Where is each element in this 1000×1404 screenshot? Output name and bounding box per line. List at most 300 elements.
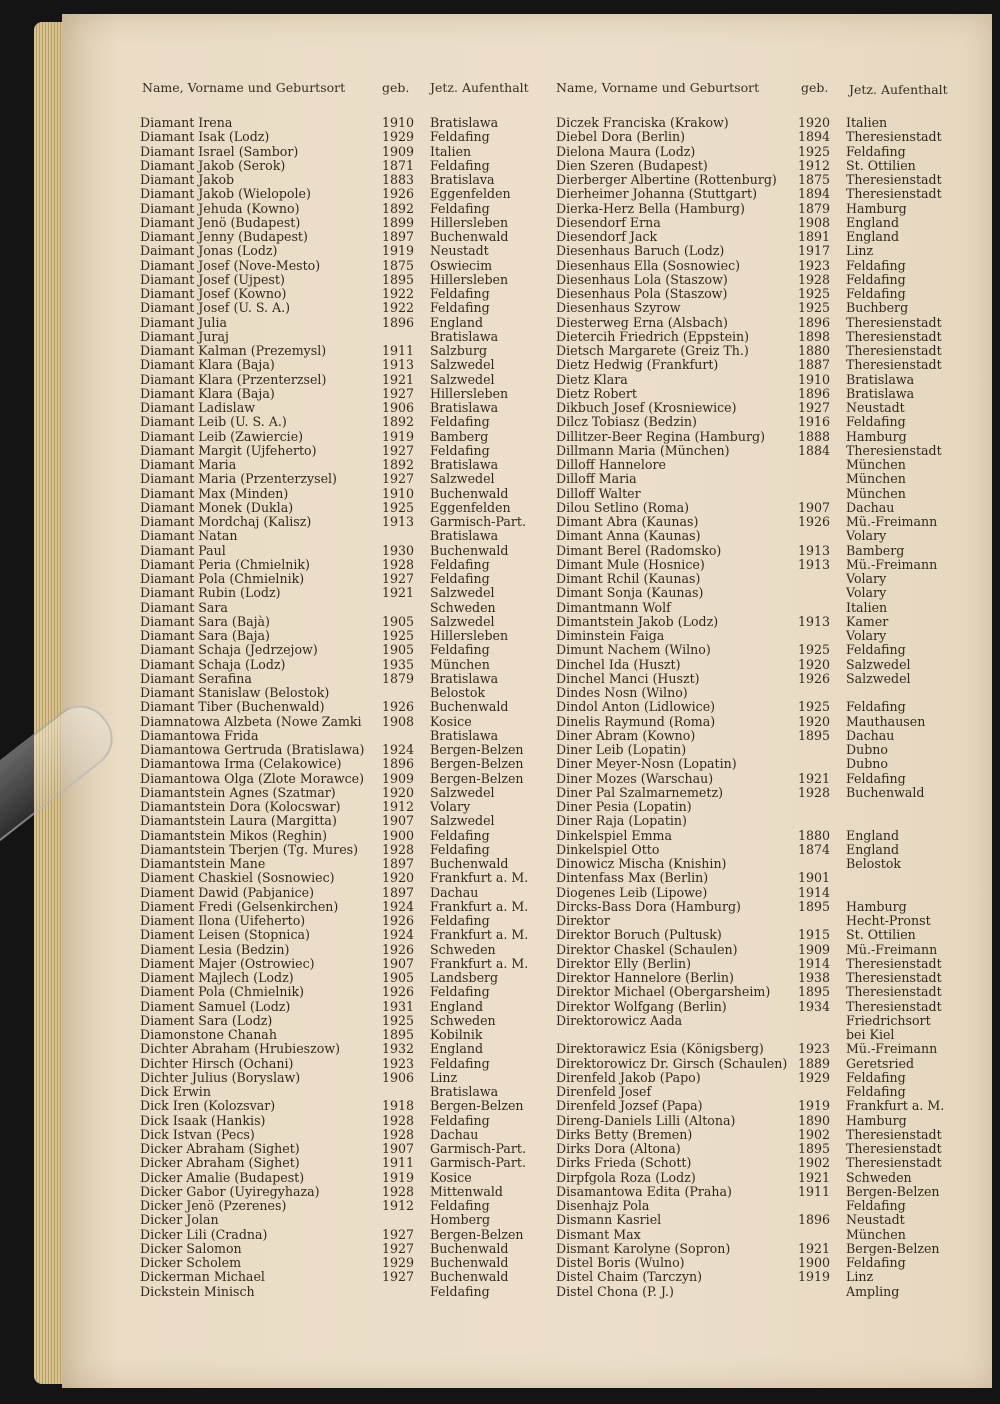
entry-residence: Frankfurt a. M. <box>430 927 529 943</box>
entry-birth-year: 1895 <box>382 271 415 287</box>
entry-residence: Feldafing <box>430 1055 490 1071</box>
entry-name: Diamantowa Frida <box>140 727 259 743</box>
entry-residence: Kobilnik <box>430 1027 483 1042</box>
entry-birth-year: 1912 <box>382 799 415 814</box>
entry-birth-year: 1892 <box>382 457 415 472</box>
entry-residence: Oswiecim <box>430 257 493 273</box>
entry-residence: Feldafing <box>430 642 490 658</box>
entry-birth-year: 1920 <box>798 115 831 130</box>
entry-residence: Theresienstadt <box>846 970 942 985</box>
entry-residence: Theresienstadt <box>846 314 942 330</box>
entry-name: Dilou Setlino (Roma) <box>556 499 690 515</box>
entry-birth-year: 1919 <box>798 1269 831 1285</box>
entry-residence: Hamburg <box>846 898 907 914</box>
entry-residence: Bratislawa <box>430 727 499 743</box>
entry-birth-year: 1927 <box>798 400 831 415</box>
entry-name: Dilloff Walter <box>556 485 641 501</box>
entry-residence: Bamberg <box>846 542 905 558</box>
entry-birth-year: 1925 <box>798 699 831 715</box>
entry-name: Diamant Jakob (Wielopole) <box>140 186 311 202</box>
entry-name: Diamant Isak (Lodz) <box>140 129 270 145</box>
entry-residence: Neustadt <box>430 243 489 259</box>
entry-name: Diamant Margit (Ujfeherto) <box>140 442 317 458</box>
entry-residence: Volary <box>846 528 887 544</box>
entry-residence: Frankfurt a. M. <box>846 1098 945 1114</box>
entry-residence: Schweden <box>430 1012 496 1028</box>
entry-name: Dismann Kasriel <box>556 1212 662 1228</box>
entry-birth-year: 1921 <box>382 371 415 387</box>
entry-residence: Volary <box>846 628 887 643</box>
entry-residence: Dachau <box>846 727 895 743</box>
entry-birth-year: 1925 <box>798 143 831 159</box>
entry-birth-year: 1911 <box>382 1155 415 1171</box>
entry-birth-year: 1902 <box>798 1126 831 1142</box>
entry-residence: Buchenwald <box>846 784 925 800</box>
entry-name: Diamant Paul <box>140 542 226 558</box>
entry-name: Diamant Leib (Zawiercie) <box>140 428 304 444</box>
entry-birth-year: 1892 <box>382 200 415 216</box>
entry-name: Direnfeld Josef <box>556 1084 652 1099</box>
entry-residence: Theresienstadt <box>846 343 942 358</box>
entry-birth-year: 1928 <box>382 1183 415 1199</box>
entry-name: Diamantowa Gertruda (Bratislawa) <box>140 742 365 757</box>
entry-name: Dickerman Michael <box>140 1269 265 1285</box>
entry-residence: Salzwedel <box>430 471 495 487</box>
entry-name: Diamant Max (Minden) <box>140 485 289 501</box>
entry-birth-year: 1926 <box>798 514 831 529</box>
entry-birth-year: 1913 <box>382 357 415 373</box>
entry-residence: Buchenwald <box>430 1269 509 1285</box>
entry-residence: Theresienstadt <box>846 442 942 458</box>
entry-name: Dintenfass Max (Berlin) <box>556 870 709 886</box>
entry-name: Dien Szeren (Budapest) <box>556 157 708 173</box>
entry-residence: Volary <box>846 571 887 586</box>
entry-birth-year: 1902 <box>798 1155 831 1171</box>
entry-residence: Dachau <box>846 499 895 515</box>
entry-residence: Bergen-Belzen <box>430 756 524 772</box>
entry-residence: Hillersleben <box>430 385 509 401</box>
entry-name: Direktorowicz Dr. Girsch (Schaulen) <box>556 1055 788 1071</box>
entry-birth-year: 1911 <box>798 1183 831 1199</box>
entry-residence: Salzwedel <box>846 656 911 672</box>
entry-residence: Salzwedel <box>430 371 495 387</box>
entry-residence: Bergen-Belzen <box>430 742 524 757</box>
entry-residence: Linz <box>846 243 874 259</box>
entry-name: Diamant Sara (Baja) <box>140 628 270 643</box>
entry-birth-year: 1907 <box>382 955 415 971</box>
entry-name: Dietz Robert <box>556 385 637 401</box>
entry-name: Diamant Leib (U. S. A.) <box>140 414 287 430</box>
entry-residence: Buchenwald <box>430 856 509 871</box>
entry-name: Diamantstein Agnes (Szatmar) <box>140 784 336 800</box>
entry-residence: England <box>846 214 900 230</box>
entry-residence: Theresienstadt <box>846 172 942 187</box>
entry-birth-year: 1909 <box>382 770 415 786</box>
entry-residence: Theresienstadt <box>846 186 942 202</box>
entry-residence: Belostok <box>846 856 902 871</box>
entry-birth-year: 1920 <box>798 713 831 729</box>
entry-name: Dietercih Friedrich (Eppstein) <box>556 328 750 344</box>
entry-name: Diamant Jehuda (Kowno) <box>140 200 300 216</box>
entry-name: Direng-Daniels Lilli (Altona) <box>556 1112 736 1128</box>
entry-residence: Salzwedel <box>430 813 495 829</box>
entry-residence: Bratislawa <box>846 385 915 401</box>
entry-name: Diner Pesia (Lopatin) <box>556 799 692 814</box>
header-name-right: Name, Vorname und Geburtsort <box>556 80 760 95</box>
entry-name: Dierka-Herz Bella (Hamburg) <box>556 200 745 216</box>
entry-residence: England <box>846 229 900 244</box>
entry-birth-year: 1926 <box>382 984 415 1000</box>
entry-name: Diament Lesia (Bedzin) <box>140 941 290 957</box>
entry-birth-year: 1920 <box>798 656 831 672</box>
entry-residence: St. Ottilien <box>846 927 916 943</box>
entry-residence: Hamburg <box>846 1112 907 1128</box>
entry-birth-year: 1896 <box>798 1212 831 1228</box>
entry-name: Dierheimer Johanna (Stuttgart) <box>556 186 757 202</box>
entry-name: Diamant Pola (Chmielnik) <box>140 571 305 586</box>
entry-name: Direktor Chaskel (Schaulen) <box>556 941 738 957</box>
entry-name: Diner Leib (Lopatin) <box>556 742 687 757</box>
entry-birth-year: 1875 <box>798 172 831 187</box>
entry-residence: Salzwedel <box>430 357 495 373</box>
entry-birth-year: 1913 <box>798 613 831 629</box>
entry-name: Diner Meyer-Nosn (Lopatin) <box>556 756 737 772</box>
entry-name: Daimant Jonas (Lodz) <box>140 243 278 259</box>
entry-residence: Feldafing <box>430 571 490 586</box>
entry-birth-year: 1880 <box>798 343 831 358</box>
entry-birth-year: 1930 <box>382 542 415 558</box>
entry-residence: Feldafing <box>430 442 490 458</box>
header-residence-left: Jetz. Aufenthalt <box>430 80 529 95</box>
entry-name: Diamant Irena <box>140 115 233 130</box>
entry-residence: Feldafing <box>430 556 490 572</box>
entry-residence: bei Kiel <box>846 1027 895 1042</box>
entry-name: Diamant Maria <box>140 457 237 472</box>
entry-name: Direktorawicz Esia (Königsberg) <box>556 1041 764 1057</box>
entry-name: Dierberger Albertine (Rottenburg) <box>556 172 777 187</box>
entry-name: Diamantstein Mikos (Reghin) <box>140 827 328 843</box>
entry-name: Diamant Josef (Nove-Mesto) <box>140 257 321 273</box>
entry-birth-year: 1927 <box>382 471 415 487</box>
entry-residence: Feldafing <box>430 1198 490 1213</box>
entry-name: Diner Raja (Lopatin) <box>556 813 687 829</box>
entry-name: Dick Erwin <box>140 1084 211 1099</box>
entry-name: Dimunt Nachem (Wilno) <box>556 642 711 658</box>
entry-residence: Bratislawa <box>430 400 499 415</box>
entry-birth-year: 1927 <box>382 1226 415 1242</box>
entry-residence: Salzwedel <box>846 670 911 686</box>
entry-name: Dielona Maura (Lodz) <box>556 143 696 159</box>
entry-residence: Buchberg <box>846 300 909 316</box>
entry-name: Direktor Hannelore (Berlin) <box>556 970 734 985</box>
entry-birth-year: 1875 <box>382 257 415 273</box>
entry-birth-year: 1929 <box>382 129 415 145</box>
entry-name: Diamant Ladislaw <box>140 400 255 415</box>
entry-birth-year: 1913 <box>798 542 831 558</box>
entry-residence: Mü.-Freimann <box>846 1041 938 1057</box>
entry-birth-year: 1888 <box>798 428 831 444</box>
entry-residence: Italien <box>846 599 888 615</box>
header-born-left: geb. <box>382 80 410 95</box>
entry-name: Diesenhaus Szyrow <box>556 300 681 316</box>
entry-name: Diamant Klara (Przenterzsel) <box>140 371 327 387</box>
entry-name: Dinkelspiel Emma <box>556 827 672 843</box>
entry-name: Diamant Natan <box>140 528 238 544</box>
entry-residence: Neustadt <box>846 400 905 415</box>
entry-residence: England <box>846 841 900 857</box>
entry-birth-year: 1891 <box>798 229 831 244</box>
entry-name: Dimant Rchil (Kaunas) <box>556 571 701 586</box>
entry-residence: Feldafing <box>846 770 906 786</box>
entry-name: Diamant Mordchaj (Kalisz) <box>140 514 312 529</box>
entry-name: Dimant Sonja (Kaunas) <box>556 585 704 601</box>
entry-residence: Mü.-Freimann <box>846 941 938 957</box>
entry-name: Diamantstein Tberjen (Tg. Mures) <box>140 841 359 857</box>
entry-residence: Feldafing <box>846 143 906 159</box>
entry-residence: Hamburg <box>846 200 907 216</box>
entry-residence: Bratislawa <box>430 1084 499 1099</box>
entry-birth-year: 1911 <box>382 343 415 358</box>
entry-birth-year: 1915 <box>798 927 831 943</box>
entry-birth-year: 1928 <box>382 556 415 572</box>
entry-residence: Feldafing <box>846 642 906 658</box>
entry-residence: Linz <box>430 1069 458 1085</box>
entry-residence: Bergen-Belzen <box>430 1226 524 1242</box>
entry-name: Diogenes Leib (Lipowe) <box>556 884 708 900</box>
entry-name: Diamant Jenö (Budapest) <box>140 214 301 230</box>
entry-residence: Feldafing <box>430 157 490 173</box>
entry-birth-year: 1920 <box>382 870 415 886</box>
entry-birth-year: 1921 <box>798 1240 831 1256</box>
entry-name: Dick Iren (Kolozsvar) <box>140 1098 276 1114</box>
entry-birth-year: 1907 <box>382 813 415 829</box>
entry-name: Dimant Anna (Kaunas) <box>556 528 701 544</box>
entry-birth-year: 1928 <box>382 1126 415 1142</box>
entry-residence: Schweden <box>846 1169 912 1185</box>
entry-residence: Salzwedel <box>430 784 495 800</box>
entry-name: Diamant Sara (Bajà) <box>140 613 270 629</box>
entry-residence: Dubno <box>846 756 888 772</box>
entry-name: Diament Fredi (Gelsenkirchen) <box>140 898 339 914</box>
entry-name: Diamant Rubin (Lodz) <box>140 585 281 601</box>
entry-birth-year: 1910 <box>382 115 415 130</box>
entry-residence: Eggenfelden <box>430 186 511 202</box>
entry-birth-year: 1919 <box>382 243 415 259</box>
entry-name: Dirks Dora (Altona) <box>556 1141 681 1156</box>
entry-birth-year: 1912 <box>382 1198 415 1213</box>
entry-name: Diesterweg Erna (Alsbach) <box>556 314 728 330</box>
entry-name: Diamantstein Mane <box>140 856 266 871</box>
entry-residence: Garmisch-Part. <box>430 1141 526 1156</box>
entry-name: Dinowicz Mischa (Knishin) <box>556 856 727 871</box>
entry-birth-year: 1883 <box>382 172 415 187</box>
entry-name: Dichter Hirsch (Ochani) <box>140 1055 294 1071</box>
entry-birth-year: 1910 <box>798 371 831 387</box>
entry-residence: Dachau <box>430 1126 479 1142</box>
entry-residence: England <box>430 1041 484 1057</box>
entry-residence: Buchenwald <box>430 1240 509 1256</box>
entry-name: Diamantowa Olga (Zlote Morawce) <box>140 770 365 786</box>
entry-residence: Hillersleben <box>430 214 509 230</box>
entry-residence: Salzwedel <box>430 613 495 629</box>
entry-residence: München <box>846 471 906 487</box>
entry-birth-year: 1928 <box>798 784 831 800</box>
entry-residence: Italien <box>430 143 472 159</box>
entry-name: Dicker Gabor (Uyiregyhaza) <box>140 1183 320 1199</box>
entry-residence: Theresienstadt <box>846 357 942 373</box>
entry-name: Direktor Wolfgang (Berlin) <box>556 998 727 1014</box>
entry-residence: Bratislawa <box>430 528 499 544</box>
entry-residence: Theresienstadt <box>846 129 942 145</box>
entry-residence: Feldafing <box>430 913 490 928</box>
entry-birth-year: 1900 <box>382 827 415 843</box>
entry-name: Direktor <box>556 913 610 928</box>
entry-birth-year: 1922 <box>382 300 415 316</box>
entry-birth-year: 1897 <box>382 229 415 244</box>
entry-name: Dindes Nosn (Wilno) <box>556 685 688 700</box>
entry-name: Diamant Josef (U. S. A.) <box>140 300 291 316</box>
entry-name: Diament Pola (Chmielnik) <box>140 984 305 1000</box>
entry-residence: Feldafing <box>430 1283 490 1299</box>
entry-residence: Garmisch-Part. <box>430 1155 526 1171</box>
entry-name: Dimantstein Jakob (Lodz) <box>556 613 719 629</box>
entry-name: Dimant Berel (Radomsko) <box>556 542 722 558</box>
entry-birth-year: 1898 <box>798 328 831 344</box>
entry-residence: Feldafing <box>846 1084 906 1099</box>
entry-birth-year: 1927 <box>382 571 415 586</box>
entry-name: Diamant Josef (Ujpest) <box>140 271 285 287</box>
entry-birth-year: 1918 <box>382 1098 415 1114</box>
entry-name: Dicker Abraham (Sighet) <box>140 1155 300 1171</box>
entry-name: Dicker Jenö (Pzerenes) <box>140 1198 287 1213</box>
entry-name: Diament Dawid (Pabjanice) <box>140 884 315 900</box>
entry-birth-year: 1910 <box>382 485 415 501</box>
entry-name: Diner Abram (Kowno) <box>556 727 696 743</box>
entry-residence: Feldafing <box>430 1112 490 1128</box>
entry-name: Diamant Jenny (Budapest) <box>140 229 308 244</box>
entry-name: Diamant Jakob <box>140 172 235 187</box>
entry-name: Dimant Abra (Kaunas) <box>556 514 699 529</box>
entry-name: Dietz Klara <box>556 371 628 387</box>
entry-birth-year: 1913 <box>798 556 831 572</box>
entry-name: Dirks Frieda (Schott) <box>556 1155 692 1171</box>
entry-name: Diament Majer (Ostrowiec) <box>140 955 315 971</box>
entry-residence: Feldafing <box>846 1198 906 1213</box>
entry-birth-year: 1905 <box>382 642 415 658</box>
entry-residence: Hamburg <box>846 428 907 444</box>
entry-name: Dillmann Maria (München) <box>556 442 730 458</box>
entry-name: Diamantstein Dora (Kolocswar) <box>140 799 341 814</box>
entry-name: Dicker Salomon <box>140 1240 242 1256</box>
entry-residence: Volary <box>846 585 887 601</box>
entry-birth-year: 1927 <box>382 442 415 458</box>
entry-residence: Neustadt <box>846 1212 905 1228</box>
entry-birth-year: 1914 <box>798 884 831 900</box>
entry-birth-year: 1931 <box>382 998 415 1014</box>
entry-name: Disenhajz Pola <box>556 1198 650 1213</box>
entry-residence: Friedrichsort <box>846 1012 931 1028</box>
entry-name: Diesenhaus Pola (Staszow) <box>556 286 728 301</box>
entry-residence: Feldafing <box>430 200 490 216</box>
entry-birth-year: 1924 <box>382 927 415 943</box>
entry-birth-year: 1927 <box>382 1269 415 1285</box>
entry-name: Diamant Jakob (Serok) <box>140 157 286 173</box>
entry-name: Diamant Serafina <box>140 670 252 686</box>
entry-birth-year: 1925 <box>798 642 831 658</box>
entry-name: Diamant Tiber (Buchenwald) <box>140 699 325 715</box>
entry-name: Dilloff Maria <box>556 471 637 487</box>
entry-name: Diament Samuel (Lodz) <box>140 998 291 1014</box>
entry-name: Diamantowa Irma (Celakowice) <box>140 756 342 772</box>
header-name-left: Name, Vorname und Geburtsort <box>142 80 346 95</box>
entry-residence: Geretsried <box>846 1055 915 1071</box>
entry-name: Dilloff Hannelore <box>556 457 666 472</box>
entry-residence: Salzwedel <box>430 585 495 601</box>
entry-name: Dircks-Bass Dora (Hamburg) <box>556 898 741 914</box>
entry-name: Direktorowicz Aada <box>556 1012 683 1028</box>
entry-birth-year: 1906 <box>382 1069 415 1085</box>
entry-name: Diebel Dora (Berlin) <box>556 129 686 145</box>
entry-name: Distel Chaim (Tarczyn) <box>556 1269 703 1285</box>
entry-name: Diner Pal Szalmarnemetz) <box>556 784 723 800</box>
entry-birth-year: 1935 <box>382 656 415 672</box>
entry-birth-year: 1932 <box>382 1041 415 1057</box>
entry-birth-year: 1921 <box>798 1169 831 1185</box>
entry-name: Diamant Monek (Dukla) <box>140 499 294 515</box>
entry-name: Diamonstone Chanah <box>140 1027 277 1042</box>
entry-residence: Feldafing <box>846 271 906 287</box>
entry-name: Diamant Peria (Chmielnik) <box>140 556 310 572</box>
entry-birth-year: 1923 <box>798 1041 831 1057</box>
entry-birth-year: 1871 <box>382 157 415 173</box>
entry-residence: München <box>846 1226 906 1242</box>
entry-birth-year: 1896 <box>382 756 415 772</box>
entry-birth-year: 1924 <box>382 898 415 914</box>
entry-name: Dichter Abraham (Hrubieszow) <box>140 1041 341 1057</box>
entry-residence: Theresienstadt <box>846 1155 942 1171</box>
entry-name: Diesenhaus Ella (Sosnowiec) <box>556 257 741 273</box>
entry-name: Dinchel Manci (Huszt) <box>556 670 700 686</box>
entry-birth-year: 1914 <box>798 955 831 971</box>
entry-birth-year: 1899 <box>382 214 415 230</box>
entry-residence: Theresienstadt <box>846 984 942 1000</box>
entry-birth-year: 1934 <box>798 998 831 1014</box>
entry-residence: Feldafing <box>846 414 906 430</box>
entry-residence: Kosice <box>430 1169 472 1185</box>
entry-residence: Bratislawa <box>430 328 499 344</box>
entry-residence: Buchenwald <box>430 699 509 715</box>
entry-name: Dicker Jolan <box>140 1212 219 1228</box>
entry-birth-year: 1923 <box>798 257 831 273</box>
entry-name: Diamnatowa Alzbeta (Nowe Zamki <box>140 713 362 729</box>
entry-name: Diament Majlech (Lodz) <box>140 970 294 985</box>
entry-residence: Bamberg <box>430 428 489 444</box>
entry-name: Dichter Julius (Boryslaw) <box>140 1069 301 1085</box>
entry-birth-year: 1895 <box>798 727 831 743</box>
entry-name: Dirpfgola Roza (Lodz) <box>556 1169 696 1185</box>
entry-birth-year: 1909 <box>382 143 415 159</box>
entry-residence: Theresienstadt <box>846 1126 942 1142</box>
entry-residence: Buchenwald <box>430 229 509 244</box>
entry-residence: Garmisch-Part. <box>430 514 526 529</box>
entry-birth-year: 1924 <box>382 742 415 757</box>
entry-birth-year: 1916 <box>798 414 831 430</box>
entry-name: Dinkelspiel Otto <box>556 841 660 857</box>
entry-birth-year: 1929 <box>382 1255 415 1270</box>
entry-birth-year: 1895 <box>382 1027 415 1042</box>
entry-residence: Frankfurt a. M. <box>430 898 529 914</box>
entry-residence: Hecht-Pronst <box>846 913 931 928</box>
